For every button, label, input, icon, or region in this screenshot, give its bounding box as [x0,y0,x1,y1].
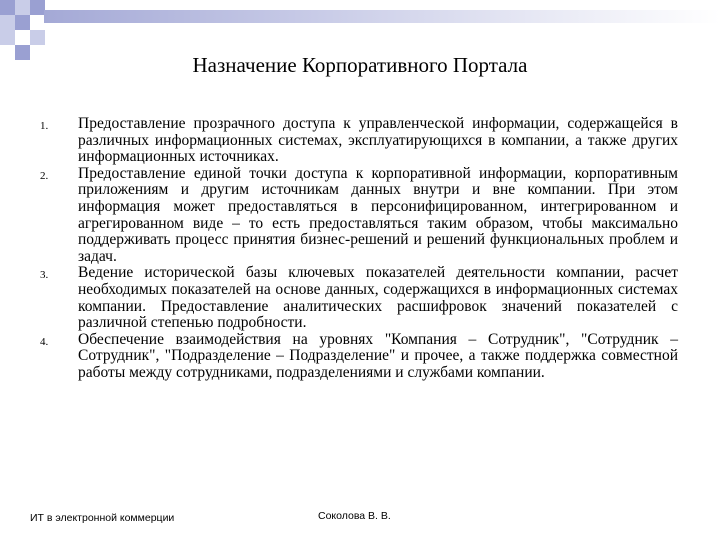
decor-square [0,0,15,15]
list-item-number: 4. [40,335,49,348]
list-item-number: 3. [40,269,49,282]
footer-course: ИТ в электронной коммерции [30,512,175,524]
list-item [40,116,678,166]
decor-square [0,15,15,30]
list-item-number: 2. [40,169,49,182]
decor-square [0,30,15,45]
slide-title: Назначение Корпоративного Портала [192,53,528,77]
list-item [40,265,678,331]
footer-author: Соколова В. В. [318,510,391,522]
list-item-text: Обеспечение взаимодействия на уровнях "Компания – Сотрудник", "Сотрудник – Сотрудник", "Подразделение – Подразделение" и прочее, а также поддержка совместной работы между сотрудниками, подразделениями и службами компании. [78,330,678,381]
decor-square [30,0,45,15]
list-item-text: Предоставление прозрачного доступа к управленческой информации, содержащейся в различных информационных системах, эксплуатирующихся в компании, а также других информационных источниках. [78,115,678,166]
decor-square [15,0,30,15]
list-item [40,166,678,266]
top-gradient-bar [44,10,720,23]
decor-square [30,30,45,45]
list-item [40,332,678,382]
list-item-number: 1. [40,120,49,132]
content-list [40,116,678,382]
decor-square [15,15,30,30]
list-item-text: Ведение исторической базы ключевых показателей деятельности компании, расчет необходимых показателей на основе данных, содержащихся в информационных системах компании. Предоставление аналитических расшифровок значений показателей с различной степенью подробности. [78,264,678,332]
list-item-text: Предоставление единой точки доступа к корпоративной информации, корпоративным приложениям и другим источникам данных внутри и вне компании. При этом информация может предоставляться в персонифицированном, интегрированном и агрегированном виде – то есть предоставляться таким образом, чтобы максимально поддерживать процесс принятия бизнес-решений и решений функциональных проблем и задач. [78,164,678,265]
